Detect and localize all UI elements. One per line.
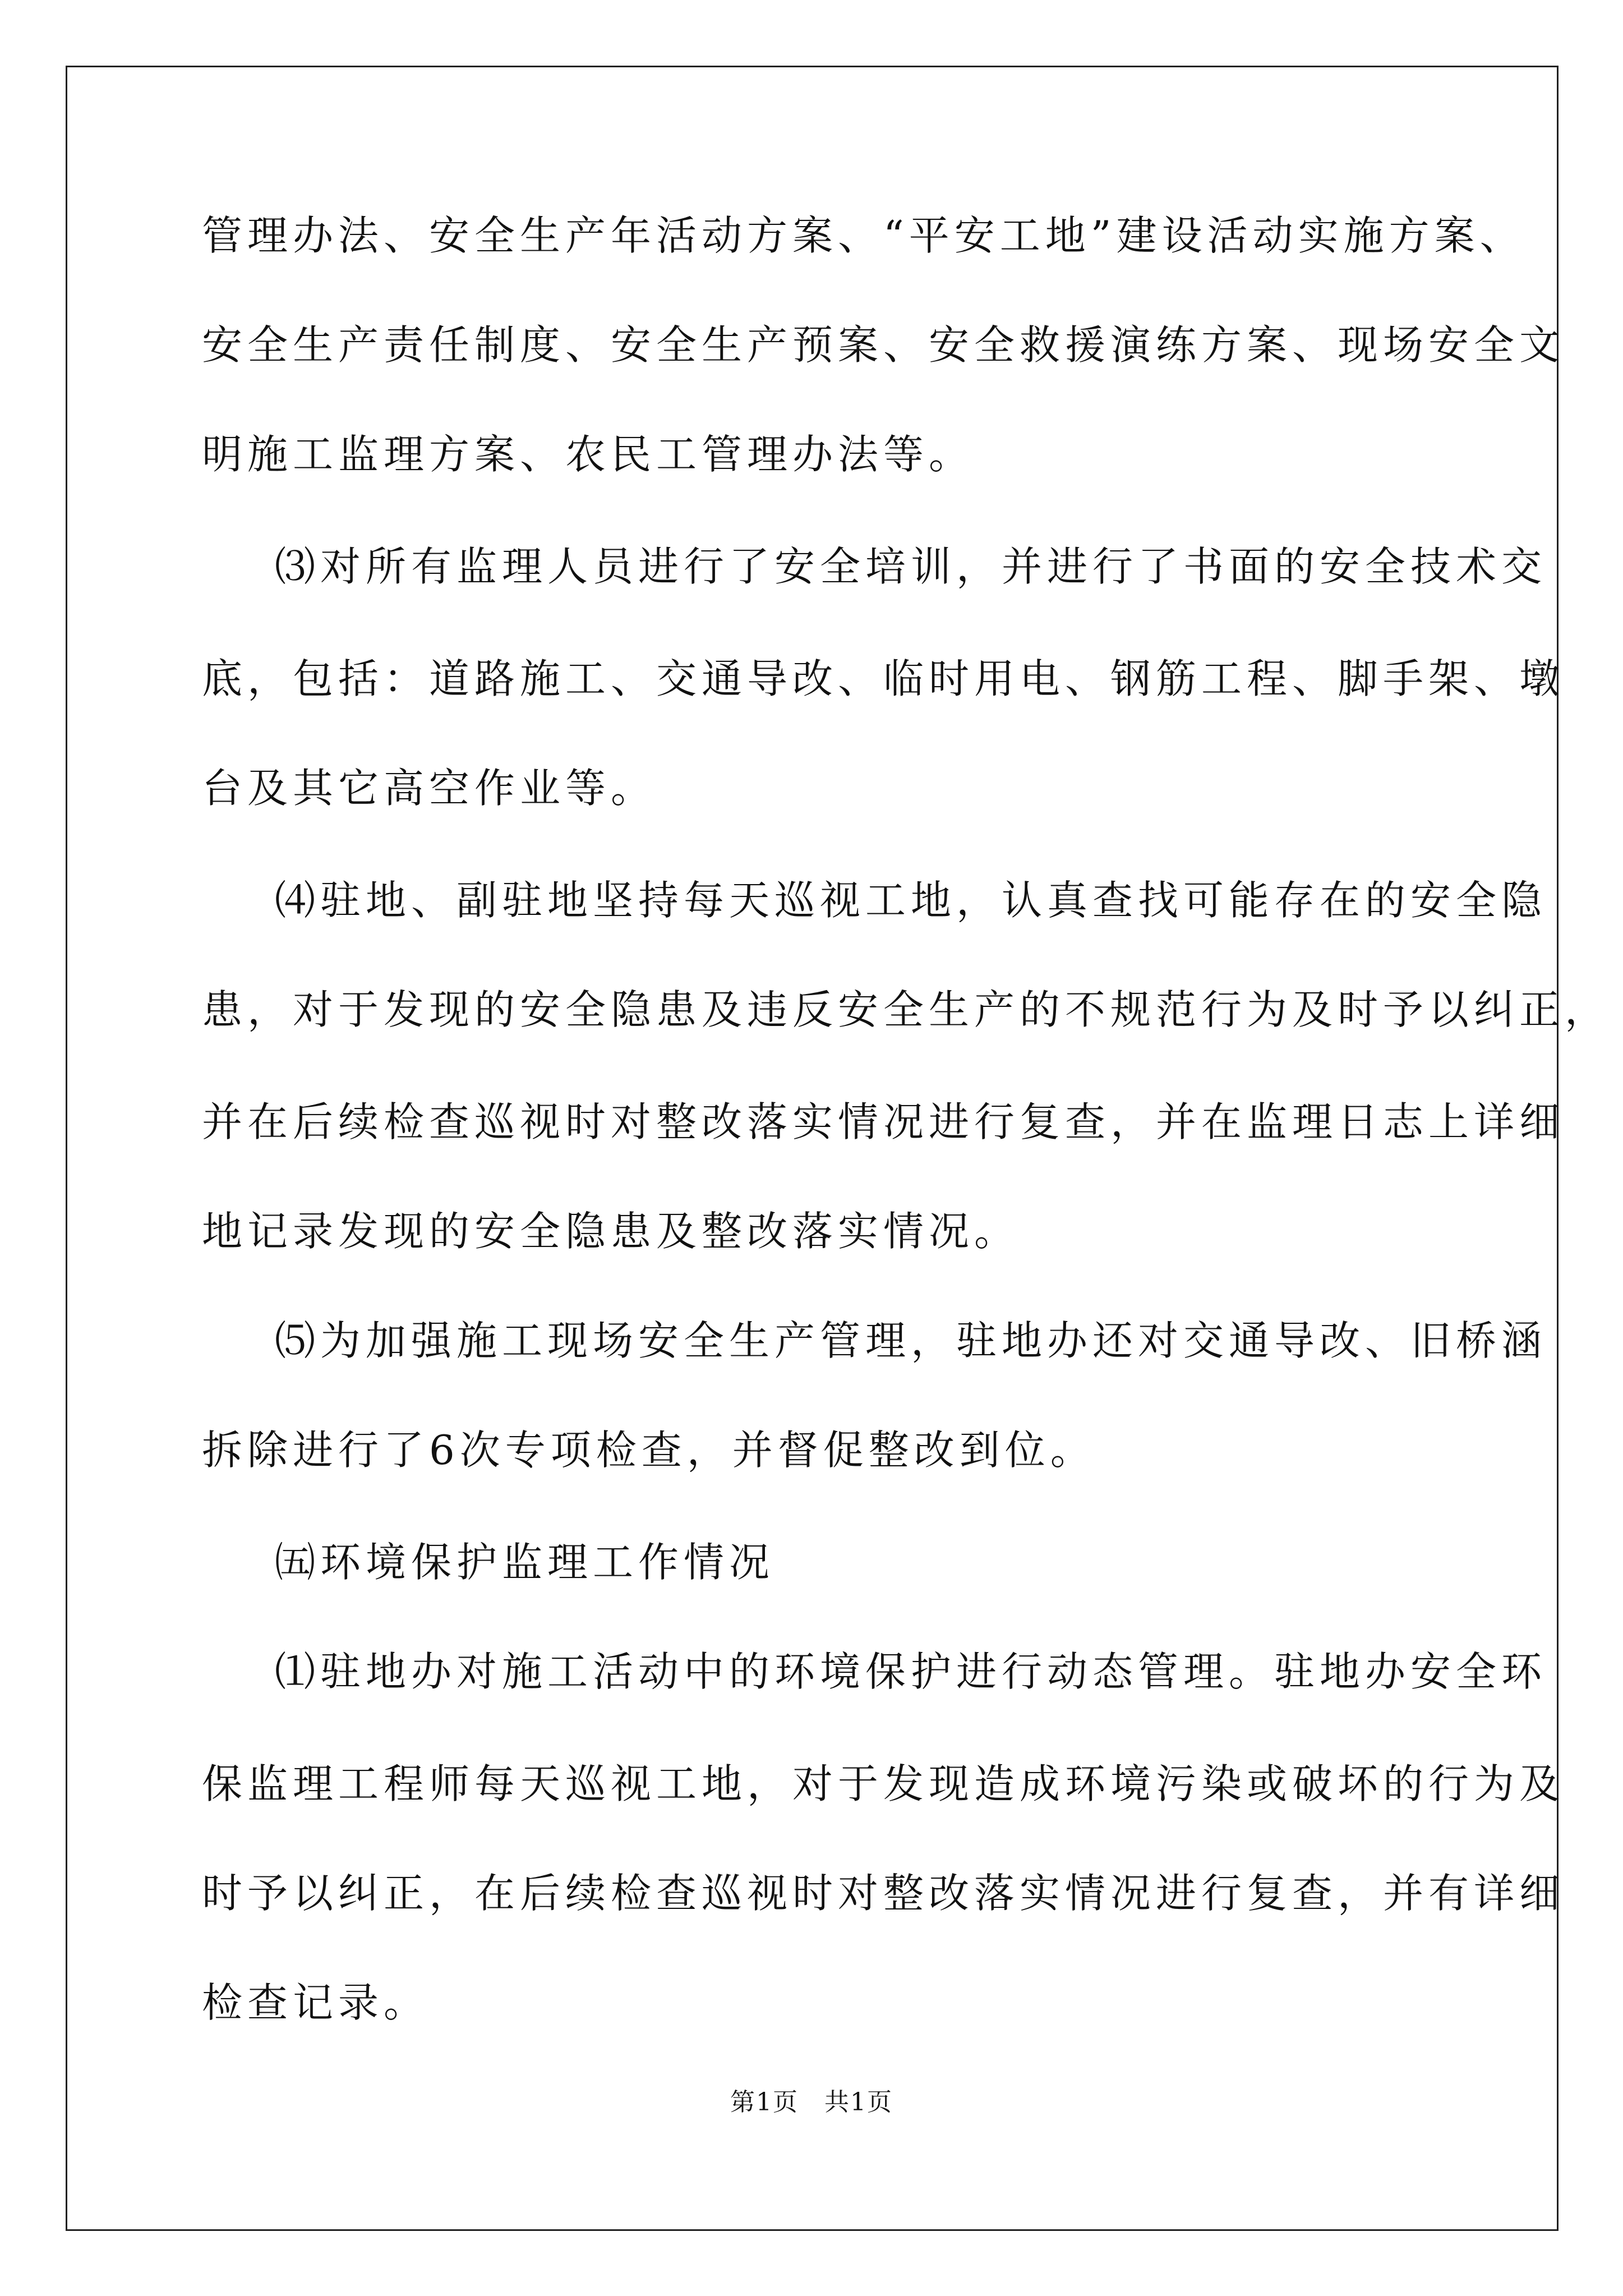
text-line: ⑷驻地、副驻地坚持每天巡视工地，认真查找可能存在的安全隐 — [275, 877, 1547, 924]
text-line: 拆除进行了6次专项检查，并督促整改到位。 — [202, 1427, 1096, 1474]
text-line: 台及其它高空作业等。 — [202, 765, 657, 812]
text-line: 检查记录。 — [202, 1979, 430, 2026]
text-line: ⑶对所有监理人员进行了安全培训，并进行了书面的安全技术交 — [275, 543, 1547, 590]
text-line: 时予以纠正，在后续检查巡视时对整改落实情况进行复查，并有详细 — [202, 1870, 1565, 1917]
text-line: 管理办法、安全生产年活动方案、“平安工地”建设活动实施方案、 — [202, 212, 1525, 259]
text-line: ⑸为加强施工现场安全生产管理，驻地办还对交通导改、旧桥涵 — [275, 1317, 1547, 1364]
text-line: 地记录发现的安全隐患及整改落实情况。 — [202, 1208, 1020, 1255]
text-line: 并在后续检查巡视时对整改落实情况进行复查，并在监理日志上详细 — [202, 1098, 1565, 1145]
text-line: 底，包括：道路施工、交通导改、临时用电、钢筋工程、脚手架、墩 — [202, 655, 1565, 702]
text-line: 保监理工程师每天巡视工地，对于发现造成环境污染或破坏的行为及 — [202, 1760, 1565, 1807]
text-line: 安全生产责任制度、安全生产预案、安全救援演练方案、现场安全文 — [202, 321, 1565, 369]
page-number-footer: 第1页 共1页 — [730, 2088, 893, 2116]
text-line: 明施工监理方案、农民工管理办法等。 — [202, 431, 975, 478]
text-line: 患，对于发现的安全隐患及违反安全生产的不规范行为及时予以纠正， — [202, 986, 1611, 1033]
text-line: ⑴驻地办对施工活动中的环境保护进行动态管理。驻地办安全环 — [275, 1648, 1547, 1695]
section-heading: ㈤环境保护监理工作情况 — [275, 1539, 775, 1586]
